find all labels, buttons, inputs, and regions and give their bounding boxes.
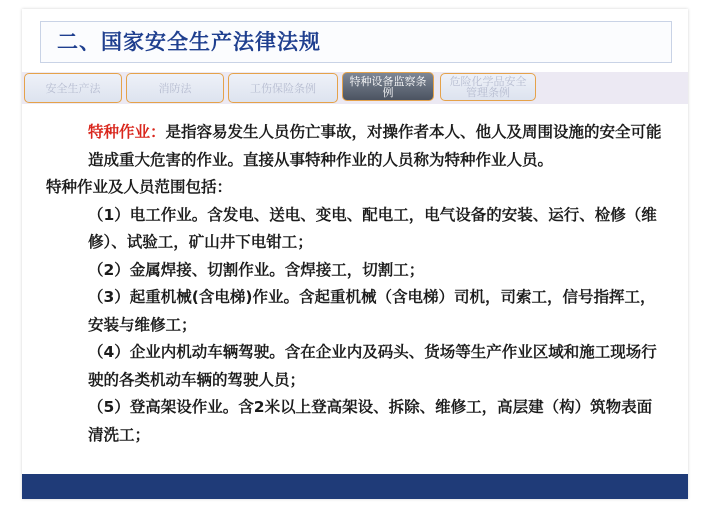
term-label: 特种作业：	[88, 123, 166, 141]
title-bar	[40, 21, 672, 63]
list-item: （4）企业内机动车辆驾驶。含在企业内及码头、货场等生产作业区域和施工现场行驶的各类机动车辆的驾驶人员；	[88, 343, 657, 389]
intro-paragraph	[46, 119, 666, 174]
tab-hazardous-chemicals[interactable]: 危险化学品安全管理条例	[440, 73, 536, 101]
tab-safety-production-law[interactable]: 安全生产法	[24, 73, 122, 103]
slide	[22, 9, 688, 499]
list-item: （1）电工作业。含发电、送电、变电、配电工，电气设备的安装、运行、检修（维修）、试验工，矿山井下电钳工；	[88, 205, 657, 251]
intro-text: 是指容易发生人员伤亡事故，对操作者本人、他人及周围设施的安全可能造成重大危害的作业。直接从事特种作业的人员称为特种作业人员。	[88, 123, 662, 169]
page-title: 二、国家安全生产法律法规	[57, 30, 321, 54]
list-item: （3）起重机械(含电梯)作业。含起重机械（含电梯）司机，司索工，信号指挥工，安装与维修工；	[88, 288, 656, 334]
tab-fire-protection-law[interactable]: 消防法	[126, 73, 224, 103]
list-item: （5）登高架设作业。含2米以上登高架设、拆除、维修工，高层建（构）筑物表面清洗工；	[88, 398, 653, 444]
content-body	[46, 119, 666, 449]
scope-heading: 特种作业及人员范围包括：	[46, 178, 233, 196]
tab-special-equipment[interactable]: 特种设备监察条例	[342, 72, 434, 101]
footer-bar	[22, 474, 688, 499]
tab-work-injury-insurance[interactable]: 工伤保险条例	[228, 73, 338, 103]
list-item: （2）金属焊接、切割作业。含焊接工，切割工；	[88, 260, 425, 279]
